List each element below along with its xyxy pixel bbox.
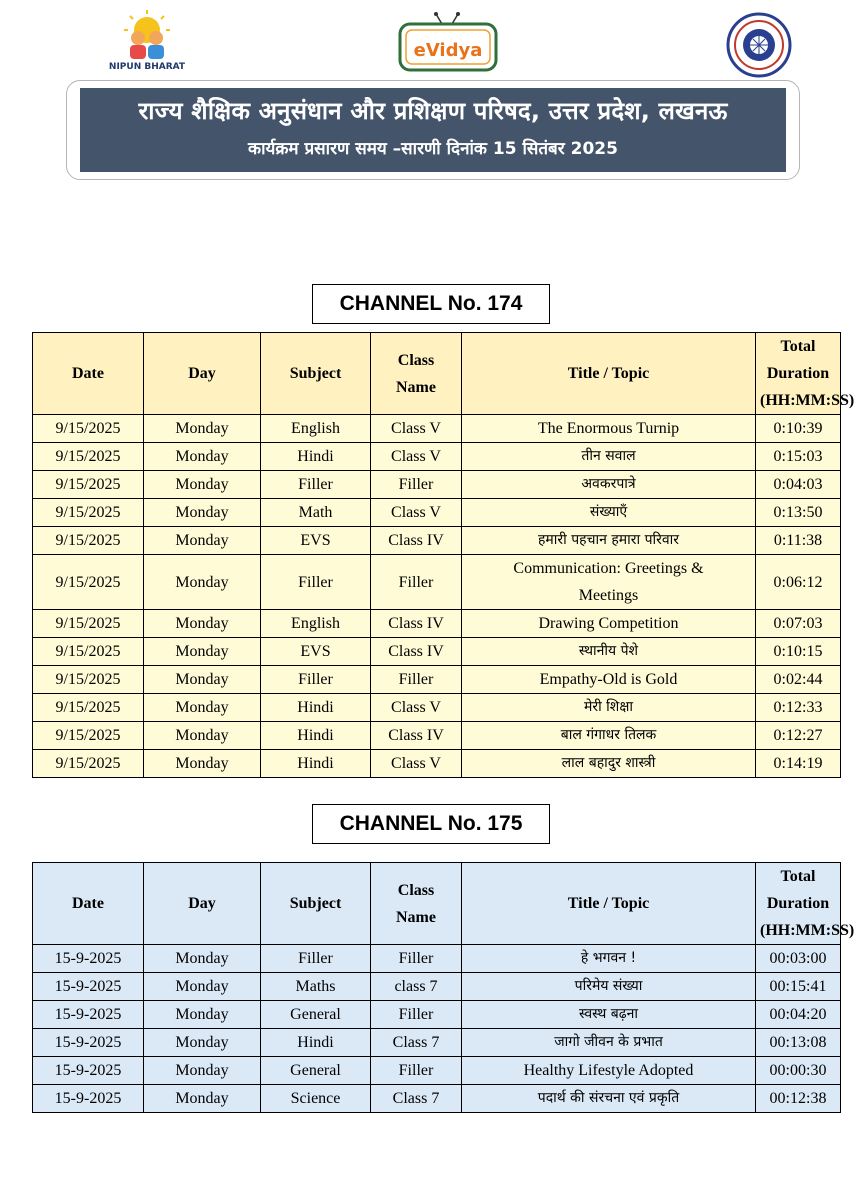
cell-duration: 0:11:38 bbox=[756, 527, 841, 555]
cell-duration: 0:14:19 bbox=[756, 750, 841, 778]
cell-subject: Hindi bbox=[261, 722, 371, 750]
table-row bbox=[33, 555, 841, 610]
cell-day: Monday bbox=[144, 945, 261, 973]
cell-date: 15-9-2025 bbox=[33, 1057, 144, 1085]
cell-title: The Enormous Turnip bbox=[462, 415, 756, 443]
page-subtitle: कार्यक्रम प्रसारण समय –सारणी दिनांक 15 सितंबर 2025 bbox=[248, 139, 618, 159]
cell-subject: General bbox=[261, 1001, 371, 1029]
cell-class: Class 7 bbox=[371, 1085, 462, 1113]
cell-title: जागो जीवन के प्रभात bbox=[462, 1029, 756, 1057]
table-row bbox=[33, 750, 841, 778]
table-row bbox=[33, 443, 841, 471]
cell-day: Monday bbox=[144, 666, 261, 694]
cell-day: Monday bbox=[144, 555, 261, 610]
cell-date: 9/15/2025 bbox=[33, 722, 144, 750]
cell-duration: 0:12:33 bbox=[756, 694, 841, 722]
col-class: Class Name bbox=[371, 863, 462, 945]
cell-duration: 0:07:03 bbox=[756, 610, 841, 638]
cell-subject: English bbox=[261, 415, 371, 443]
col-duration: Total Duration (HH:MM:SS) bbox=[756, 863, 841, 945]
cell-date: 15-9-2025 bbox=[33, 945, 144, 973]
cell-subject: Science bbox=[261, 1085, 371, 1113]
cell-title: हमारी पहचान हमारा परिवार bbox=[462, 527, 756, 555]
col-subject: Subject bbox=[261, 333, 371, 415]
cell-duration: 00:00:30 bbox=[756, 1057, 841, 1085]
cell-class: Class V bbox=[371, 499, 462, 527]
cell-date: 9/15/2025 bbox=[33, 499, 144, 527]
col-title: Title / Topic bbox=[462, 333, 756, 415]
table-header-row bbox=[33, 863, 841, 945]
cell-title: Empathy-Old is Gold bbox=[462, 666, 756, 694]
table-row bbox=[33, 1001, 841, 1029]
cell-day: Monday bbox=[144, 499, 261, 527]
cell-title: तीन सवाल bbox=[462, 443, 756, 471]
table-row bbox=[33, 1085, 841, 1113]
cell-duration: 0:10:39 bbox=[756, 415, 841, 443]
cell-class: class 7 bbox=[371, 973, 462, 1001]
table-row bbox=[33, 694, 841, 722]
cell-day: Monday bbox=[144, 722, 261, 750]
table-row bbox=[33, 1057, 841, 1085]
cell-subject: EVS bbox=[261, 527, 371, 555]
cell-subject: Filler bbox=[261, 471, 371, 499]
table-row bbox=[33, 1029, 841, 1057]
col-day: Day bbox=[144, 333, 261, 415]
channel-175-schedule-table bbox=[32, 862, 855, 1113]
cell-class: Class IV bbox=[371, 638, 462, 666]
cell-duration: 00:03:00 bbox=[756, 945, 841, 973]
cell-title: परिमेय संख्या bbox=[462, 973, 756, 1001]
cell-class: Class IV bbox=[371, 722, 462, 750]
cell-day: Monday bbox=[144, 443, 261, 471]
cell-subject: Hindi bbox=[261, 750, 371, 778]
cell-duration: 0:10:15 bbox=[756, 638, 841, 666]
col-date: Date bbox=[33, 333, 144, 415]
cell-date: 9/15/2025 bbox=[33, 638, 144, 666]
table-row bbox=[33, 945, 841, 973]
cell-day: Monday bbox=[144, 694, 261, 722]
cell-class: Filler bbox=[371, 1001, 462, 1029]
cell-class: Class 7 bbox=[371, 1029, 462, 1057]
cell-class: Class V bbox=[371, 750, 462, 778]
cell-date: 9/15/2025 bbox=[33, 750, 144, 778]
cell-title: Drawing Competition bbox=[462, 610, 756, 638]
cell-day: Monday bbox=[144, 527, 261, 555]
cell-title: स्थानीय पेशे bbox=[462, 638, 756, 666]
logo-evidya-text: eVidya bbox=[413, 40, 483, 61]
channel-174-schedule-table bbox=[32, 332, 855, 778]
col-day: Day bbox=[144, 863, 261, 945]
cell-class: Filler bbox=[371, 1057, 462, 1085]
cell-day: Monday bbox=[144, 415, 261, 443]
cell-title: अवकरपात्रे bbox=[462, 471, 756, 499]
cell-duration: 00:04:20 bbox=[756, 1001, 841, 1029]
cell-subject: General bbox=[261, 1057, 371, 1085]
cell-duration: 0:15:03 bbox=[756, 443, 841, 471]
channel-174-label: CHANNEL No. 174 bbox=[312, 284, 550, 324]
header-band bbox=[80, 88, 786, 172]
cell-duration: 00:12:38 bbox=[756, 1085, 841, 1113]
cell-subject: Hindi bbox=[261, 694, 371, 722]
table-row bbox=[33, 973, 841, 1001]
table-row bbox=[33, 610, 841, 638]
cell-title: बाल गंगाधर तिलक bbox=[462, 722, 756, 750]
scert-emblem-logo bbox=[716, 12, 802, 78]
cell-day: Monday bbox=[144, 471, 261, 499]
logo-nipun-text: NIPUN BHARAT bbox=[108, 62, 186, 72]
cell-duration: 00:15:41 bbox=[756, 973, 841, 1001]
cell-title: मेरी शिक्षा bbox=[462, 694, 756, 722]
cell-title: संख्याएँ bbox=[462, 499, 756, 527]
cell-title: हे भगवन ! bbox=[462, 945, 756, 973]
cell-date: 9/15/2025 bbox=[33, 471, 144, 499]
cell-subject: Math bbox=[261, 499, 371, 527]
cell-duration: 0:02:44 bbox=[756, 666, 841, 694]
cell-duration: 0:04:03 bbox=[756, 471, 841, 499]
cell-day: Monday bbox=[144, 750, 261, 778]
cell-subject: Filler bbox=[261, 666, 371, 694]
cell-day: Monday bbox=[144, 1057, 261, 1085]
cell-subject: Filler bbox=[261, 945, 371, 973]
col-class: Class Name bbox=[371, 333, 462, 415]
cell-class: Filler bbox=[371, 471, 462, 499]
cell-title: स्वस्थ बढ़ना bbox=[462, 1001, 756, 1029]
cell-date: 9/15/2025 bbox=[33, 443, 144, 471]
cell-title: लाल बहादुर शास्त्री bbox=[462, 750, 756, 778]
col-date: Date bbox=[33, 863, 144, 945]
table-row bbox=[33, 527, 841, 555]
cell-day: Monday bbox=[144, 1001, 261, 1029]
col-subject: Subject bbox=[261, 863, 371, 945]
cell-subject: Filler bbox=[261, 555, 371, 610]
cell-class: Class IV bbox=[371, 610, 462, 638]
evidya-logo bbox=[394, 10, 502, 76]
cell-date: 9/15/2025 bbox=[33, 666, 144, 694]
table-row bbox=[33, 722, 841, 750]
cell-date: 9/15/2025 bbox=[33, 555, 144, 610]
table-row bbox=[33, 415, 841, 443]
cell-class: Class V bbox=[371, 443, 462, 471]
cell-day: Monday bbox=[144, 1085, 261, 1113]
table-header-row bbox=[33, 333, 841, 415]
table-row bbox=[33, 638, 841, 666]
cell-date: 15-9-2025 bbox=[33, 1085, 144, 1113]
cell-duration: 00:13:08 bbox=[756, 1029, 841, 1057]
cell-class: Filler bbox=[371, 945, 462, 973]
cell-duration: 0:12:27 bbox=[756, 722, 841, 750]
cell-subject: English bbox=[261, 610, 371, 638]
page-title: राज्य शैक्षिक अनुसंधान और प्रशिक्षण परिषद, उत्तर प्रदेश, लखनऊ bbox=[138, 97, 728, 125]
cell-subject: Hindi bbox=[261, 1029, 371, 1057]
table-row bbox=[33, 666, 841, 694]
nipun-bharat-logo bbox=[108, 8, 186, 78]
cell-date: 15-9-2025 bbox=[33, 1029, 144, 1057]
cell-day: Monday bbox=[144, 1029, 261, 1057]
cell-title: Communication: Greetings & Meetings bbox=[462, 555, 756, 610]
cell-subject: Maths bbox=[261, 973, 371, 1001]
cell-class: Filler bbox=[371, 666, 462, 694]
cell-duration: 0:13:50 bbox=[756, 499, 841, 527]
cell-title: पदार्थ की संरचना एवं प्रकृति bbox=[462, 1085, 756, 1113]
table-row bbox=[33, 499, 841, 527]
cell-title: Healthy Lifestyle Adopted bbox=[462, 1057, 756, 1085]
cell-date: 9/15/2025 bbox=[33, 694, 144, 722]
cell-class: Class IV bbox=[371, 527, 462, 555]
cell-duration: 0:06:12 bbox=[756, 555, 841, 610]
cell-day: Monday bbox=[144, 973, 261, 1001]
cell-class: Class V bbox=[371, 415, 462, 443]
cell-subject: EVS bbox=[261, 638, 371, 666]
cell-class: Filler bbox=[371, 555, 462, 610]
cell-date: 15-9-2025 bbox=[33, 973, 144, 1001]
cell-class: Class V bbox=[371, 694, 462, 722]
cell-date: 9/15/2025 bbox=[33, 610, 144, 638]
table-row bbox=[33, 471, 841, 499]
cell-date: 9/15/2025 bbox=[33, 527, 144, 555]
col-title: Title / Topic bbox=[462, 863, 756, 945]
cell-subject: Hindi bbox=[261, 443, 371, 471]
cell-date: 15-9-2025 bbox=[33, 1001, 144, 1029]
cell-date: 9/15/2025 bbox=[33, 415, 144, 443]
col-duration: Total Duration (HH:MM:SS) bbox=[756, 333, 841, 415]
cell-day: Monday bbox=[144, 610, 261, 638]
cell-day: Monday bbox=[144, 638, 261, 666]
channel-175-label: CHANNEL No. 175 bbox=[312, 804, 550, 844]
